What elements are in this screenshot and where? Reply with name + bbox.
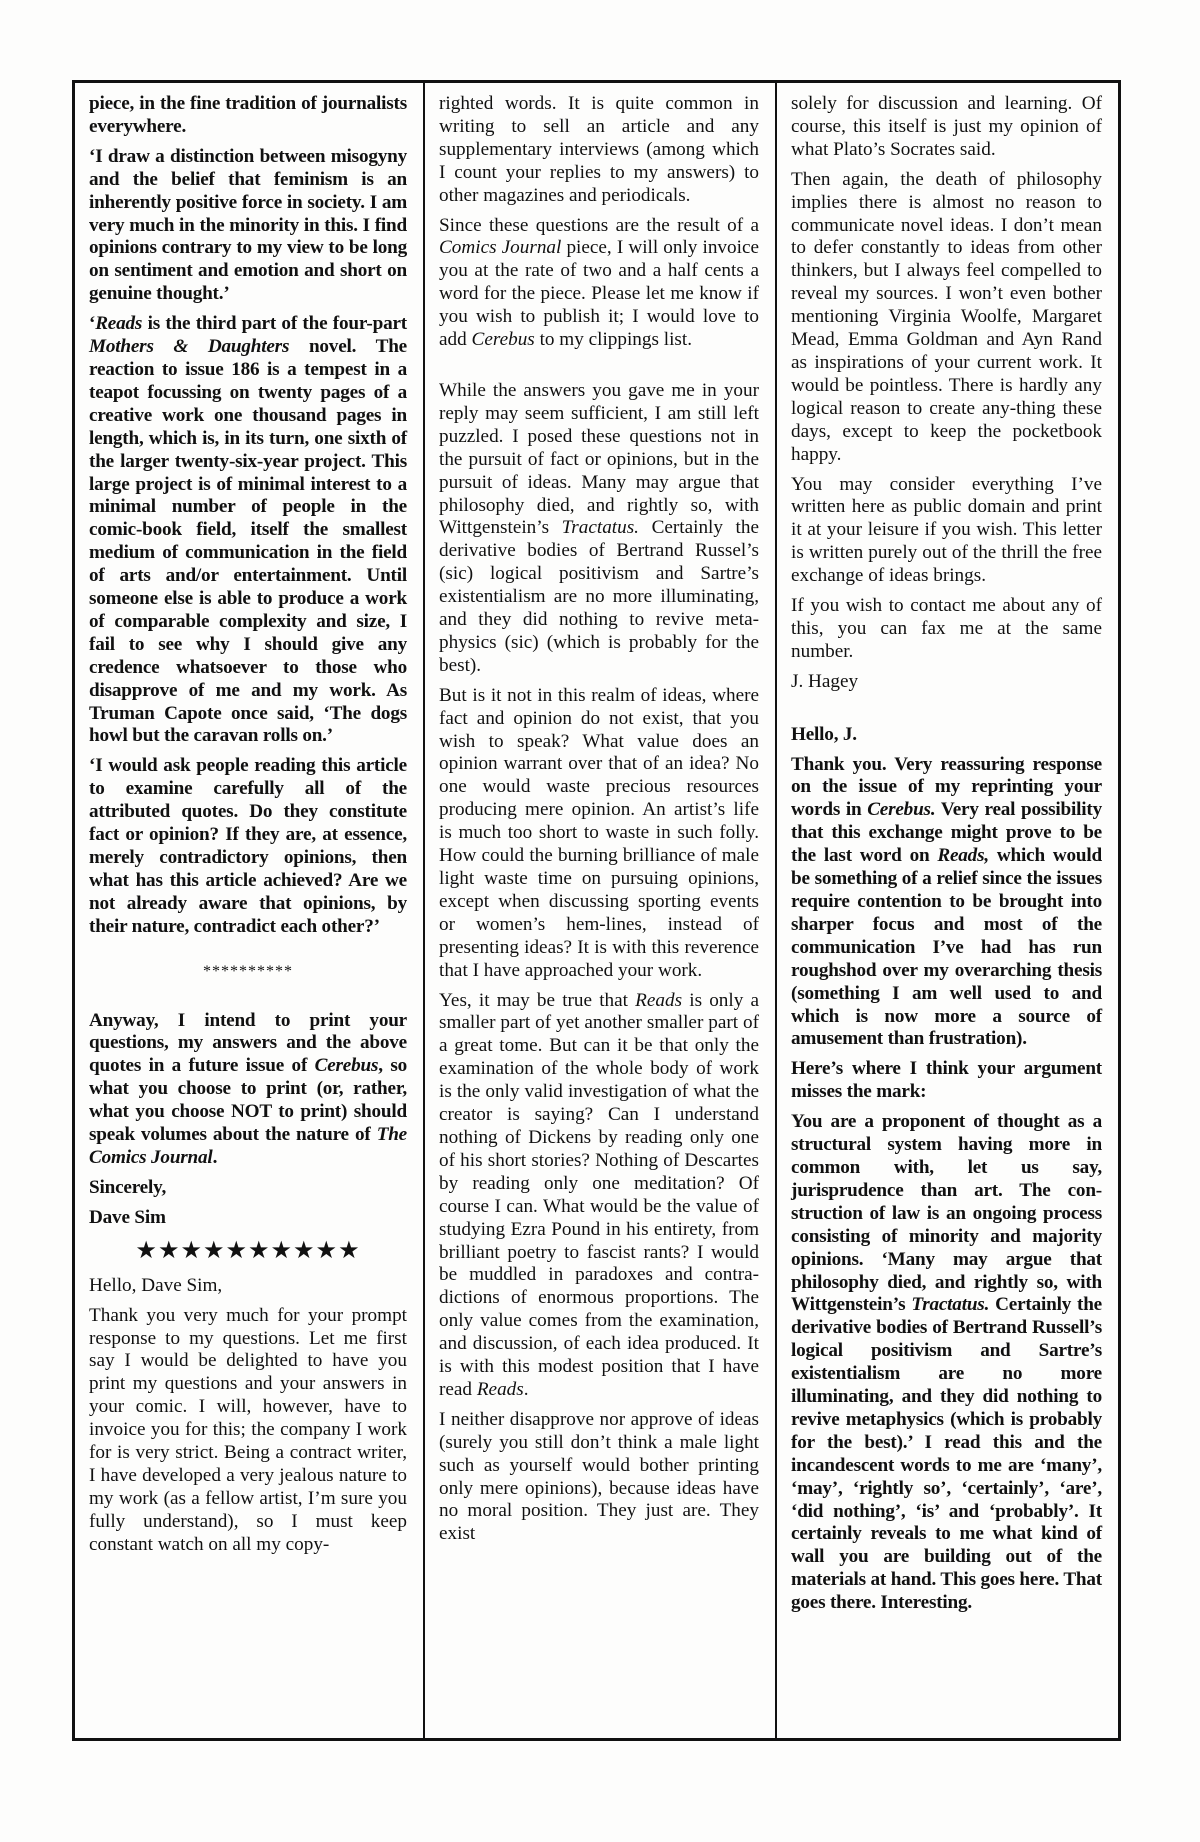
text-segment: Hello, Dave Sim, [89, 1274, 223, 1296]
italic-title-text: Comics Journal [439, 237, 562, 259]
italic-title-text: Mothers & Daughters [89, 336, 290, 358]
letter-paragraph [439, 380, 759, 678]
text-segment: solely for discussion and learning. Of course, this itself is just my opinion of what Plato’s Socrates said. [791, 93, 1102, 160]
letter-paragraph [791, 93, 1102, 162]
letter-paragraph [791, 671, 1102, 694]
reply-paragraph [791, 754, 1102, 1052]
text-segment: While the answers you gave me in your reply may seem sufficient, I am still left puzzled. I posed these questions not in the pursuit of fact or opinions, but in the pursuit of ideas. Many may argue that philosophy died, and rightly so, with Wittgenstein’s [439, 379, 759, 539]
text-segment: But is it not in this realm of ideas, where fact and opinion do not exist, that you wish to speak? What value does an opinion warrant over that of an idea? No one would waste precious resources producing mere opinion. An artist’s life is much too short to waste in such folly. How could the burning brilliance of male light waste time on pursuing opinions, except when discussing sporting events or women’s hem-lines, instead of presenting ideas? It is with this reverence that I have approached your work. [439, 684, 759, 981]
reply-paragraph [791, 724, 1102, 747]
text-segment: Dave Sim [89, 1206, 166, 1228]
reply-paragraph [89, 755, 407, 938]
letter-paragraph [439, 685, 759, 983]
reply-paragraph [89, 146, 407, 306]
text-segment: Certainly the derivative bodies of Bertrand Russel’s (sic) logical positivism and Sartre’s existentialism are no more illuminating, and they did nothing to revive meta-physics (sic) (which is probably for the best). [439, 517, 760, 676]
text-segment: J. Hagey [791, 670, 859, 692]
reply-paragraph [791, 1111, 1102, 1615]
text-segment: is the third part of the four-part [142, 313, 407, 335]
text-segment: piece, in the fine tradition of journalists everywhere. [89, 93, 407, 137]
text-segment: If you wish to contact me about any of this, you can fax me at the same number. [791, 595, 1102, 662]
text-segment: to my clippings list. [534, 329, 693, 351]
text-segment: ‘ [89, 313, 96, 335]
column-1 [75, 83, 425, 1738]
column-3 [777, 83, 1118, 1738]
italic-title-text: Reads [95, 313, 143, 335]
letter-paragraph [439, 990, 759, 1402]
italic-title-text: The Comics Journal [89, 1124, 407, 1168]
section-divider-stars [89, 1237, 407, 1265]
column-2 [425, 83, 777, 1738]
reply-paragraph [89, 93, 407, 139]
reply-paragraph [89, 1207, 407, 1230]
italic-title-text: Cerebus [471, 329, 535, 351]
italic-title-text: Cerebus [314, 1055, 379, 1077]
text-segment: Here’s where I think your argument misses the mark: [791, 1058, 1102, 1103]
letter-paragraph [439, 93, 759, 208]
letter-paragraph [439, 215, 759, 352]
reply-paragraph [89, 1177, 407, 1200]
section-divider-asterisks [89, 961, 407, 984]
text-segment: , so what you choose to print (or, rather, what you choose NOT to print) should speak volumes about the nature of [89, 1055, 407, 1146]
text-segment: Certainly the derivative bodies of Bertrand Russell’s logical positivism and Sartre’s existentialism are no more illuminating, and they did nothing to revive metaphysics (which is probably for the best).’ I read this and the incandescent words to me are ‘many’, ‘may’, ‘rightly so’, ‘certainly’, ‘are’, ‘did nothing’, ‘is’ and ‘probably’. It certainly reveals to me what kind of wall you are building out of the materials at hand. This goes here. That goes there. Interesting. [791, 1294, 1102, 1614]
text-segment: Anyway, I intend to print your questions, my answers and the above quotes in a future issue of [89, 1009, 407, 1077]
italic-title-text: Reads [635, 989, 683, 1011]
letter-paragraph [791, 474, 1102, 589]
reply-paragraph [89, 313, 407, 748]
text-segment: piece, I will only invoice you at the rate of two and a half cents a word for the piece. Please let me know if you wish to publish it; I would love to add [439, 237, 759, 351]
text-segment: ‘I would ask people reading this article to examine carefully all of the attributed quotes. Do they constitute fact or opinion? If they are, at essence, merely contradictory opinions, then what has this article achieved? Are we not already aware that opinions, by their nature, contradict each other?’ [89, 755, 407, 937]
italic-title-text: Cerebus. [867, 799, 936, 821]
letter-paragraph [439, 1409, 759, 1546]
text-segment: Sincerely, [89, 1176, 167, 1198]
letters-page-box [72, 80, 1121, 1741]
letter-paragraph [791, 595, 1102, 664]
text-segment: . [523, 1378, 529, 1400]
italic-title-text: Tractatus. [911, 1294, 990, 1316]
letter-paragraph [89, 1305, 407, 1557]
text-segment: novel. The reaction to issue 186 is a tempest in a teapot focussing on twenty pages of a creative work one thousand pages in length, which is, in its turn, one sixth of the larger twenty-six-year project. This large project is of minimal interest to a minimal number of people in the comic-book field, itself the smallest medium of communication in the field of arts and/or entertainment. Until someone else is able to produce a work of comparable complexity and size, I fail to see why I should give any credence whatsoever to those who disapprove of me and my work. As Truman Capote once said, ‘The dogs howl but the caravan rolls on.’ [89, 336, 407, 747]
letter-paragraph [89, 1275, 407, 1298]
letter-paragraph [791, 169, 1102, 467]
text-segment: Then again, the death of philosophy implies there is almost no reason to communicate novel ideas. I don’t mean to defer constantly to ideas from other thinkers, but I always feel compelled to reveal my sources. I won’t even bother mentioning Virginia Woolfe, Margaret Mead, Emma Goldman and Ayn Rand as inspirations of your current work. It would be pointless. There is hardly any logical reason to create any-thing these days, except to keep the pocketbook happy. [791, 168, 1102, 465]
text-segment: You may consider everything I’ve written here as public domain and print it at your leisure if you wish. This letter is written purely out of the thrill the free exchange of ideas brings. [791, 473, 1102, 587]
italic-title-text: Reads [476, 1378, 524, 1400]
italic-title-text: Tractatus. [561, 517, 639, 539]
reply-paragraph [89, 1010, 407, 1170]
text-segment: ********** [203, 962, 293, 980]
text-segment: Since these questions are the result of a [439, 214, 759, 236]
text-segment: I neither disapprove nor approve of ideas (surely you still don’t think a male light such as yourself would bother printing only mere opinions), because ideas have no moral position. They just are. They exist [439, 1408, 759, 1545]
text-segment: ★★★★★★★★★★ [135, 1237, 361, 1264]
text-segment: righted words. It is quite common in writing to sell an article and any supplementary interviews (among which I count your replies to my answers) to other magazines and periodicals. [439, 93, 759, 206]
text-segment: . [212, 1146, 218, 1168]
text-segment: Hello, J. [791, 723, 857, 745]
text-segment: Thank you very much for your prompt response to my questions. Let me first say I would be delighted to have you print my questions and your answers in your comic. I will, however, have to invoice you for this; the company I work for is very strict. Being a contract writer, I have developed a very jealous nature to my work (as a fellow artist, I’m sure you fully understand), so I must keep constant watch on all my copy- [89, 1304, 407, 1555]
text-segment: You are a proponent of thought as a structural system having more in common with, let us say, jurisprudence than art. The con-struction of law is an ongoing process consisting of minority and majority opinions. ‘Many may argue that philosophy died, and rightly so, with Wittgenstein’s [791, 1111, 1102, 1316]
text-segment: Very real possibility that this exchange might prove to be the last word on [791, 799, 1102, 867]
text-segment: ‘I draw a distinction between misogyny and the belief that feminism is an inherently positive force in society. I am very much in the minority in this. I find opinions contrary to my view to be long on sentiment and emotion and short on genuine thought.’ [89, 145, 407, 305]
text-segment: which would be something of a relief since the issues require contention to be brought into sharper focus and most of the communication I’ve had has run roughshod over my overarching thesis (something I am well used to and which is now more a source of amusement than frustration). [791, 845, 1102, 1050]
reply-paragraph [791, 1058, 1102, 1104]
text-segment: Thank you. Very reassuring response on the issue of my reprinting your words in [791, 753, 1102, 821]
text-segment: Yes, it may be true that [439, 989, 636, 1011]
text-segment: is only a smaller part of yet another smaller part of a great tome. But can it be that only the examination of the whole body of work is the only valid investigation of what the creator is saying? Can I understand nothing of Dickens by reading only one of his short stories? Nothing of Descartes by reading only one meditation? Of course I can. What would be the value of studying Ezra Pound in his entirety, from brilliant poetry to fascist rants? I would be muddled in paradoxes and contra-dictions of enormous proportions. The only value comes from the examination, and discussion, of each idea produced. It is with this modest position that I have read [439, 989, 759, 1400]
italic-title-text: Reads, [937, 845, 989, 867]
